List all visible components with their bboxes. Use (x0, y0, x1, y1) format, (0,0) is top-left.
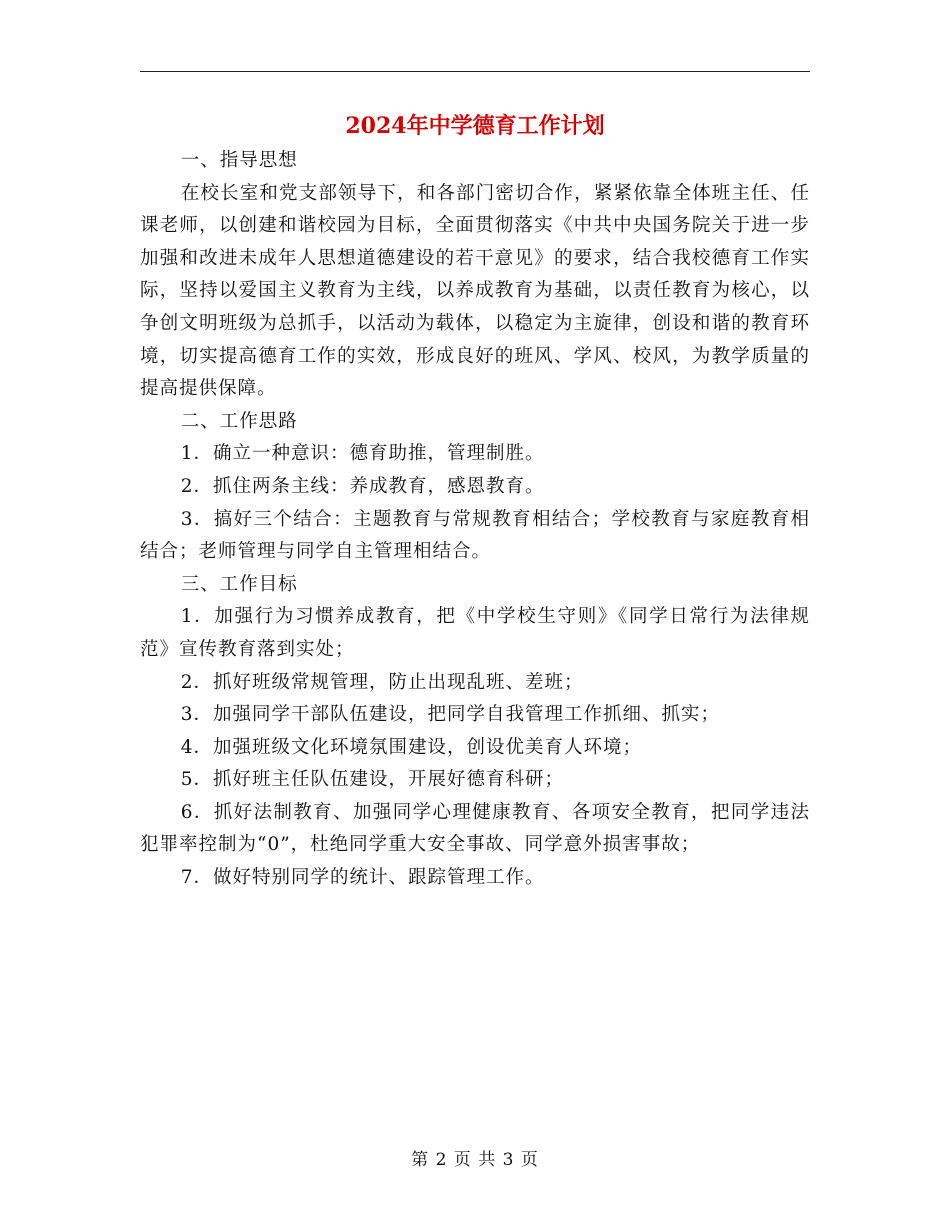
list-item-goal-6: 6．抓好法制教育、加强同学心理健康教育、各项安全教育，把同学违法犯罪率控制为“0”，杜绝同学重大安全事故、同学意外损害事故； (140, 801, 810, 856)
list-item-goal-1: 1．加强行为习惯养成教育，把《中学校生守则》《同学日常行为法律规范》宣传教育落到实处； (140, 606, 810, 660)
section-heading-work-approach: 二、工作思路 (180, 410, 298, 432)
header-rule (140, 71, 810, 72)
paragraph-guiding-ideology: 在校长室和党支部领导下，和各部门密切合作，紧紧依靠全体班主任、任课老师，以创建和谐校园为目标，全面贯彻落实《中共中央国务院关于进一步加强和改进未成年人思想道德建设的若干意见》的要求，结合我校德育工作实际，坚持以爱国主义教育为主线，以养成教育为基础，以责任教育为核心，以争创文明班级为总抓手，以活动为载体，以稳定为主旋律，创设和谐的教育环境，切实提高德育工作的实效，形成良好的班风、学风、校风，为教学质量的提高提供保障。 (140, 182, 810, 400)
document-body (140, 145, 810, 895)
section-heading-work-goals: 三、工作目标 (180, 573, 298, 595)
list-item-goal-2: 2．抓好班级常规管理，防止出现乱班、差班； (180, 671, 584, 693)
list-item-approach-1: 1．确立一种意识：德育助推，管理制胜。 (180, 443, 545, 465)
list-item-goal-3: 3．加强同学干部队伍建设，把同学自我管理工作抓细、抓实； (180, 704, 720, 726)
list-item-approach-3: 3．搞好三个结合：主题教育与常规教育相结合；学校教育与家庭教育相结合；老师管理与同学自主管理相结合。 (140, 508, 810, 563)
document-title: 2024年中学德育工作计划 (345, 113, 605, 139)
page-indicator: 第 2 页 共 3 页 (411, 1150, 539, 1170)
section-heading-guiding-ideology: 一、指导思想 (180, 150, 298, 171)
list-item-approach-2: 2．抓住两条主线：养成教育，感恩教育。 (180, 475, 545, 497)
list-item-goal-4: 4．加强班级文化环境氛围建设，创设优美育人环境； (180, 736, 642, 758)
list-item-goal-7: 7．做好特别同学的统计、跟踪管理工作。 (180, 867, 545, 889)
list-item-goal-5: 5．抓好班主任队伍建设，开展好德育科研； (180, 769, 564, 791)
